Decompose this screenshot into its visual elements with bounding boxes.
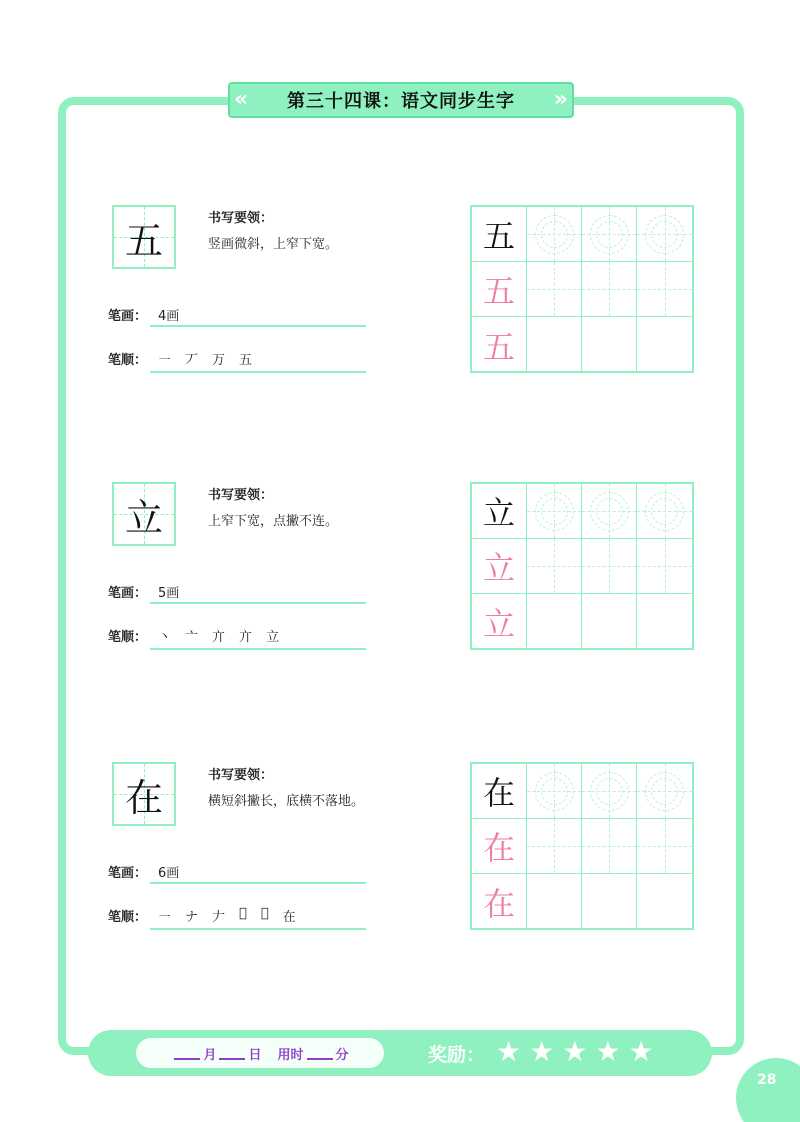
stroke-order-field	[108, 624, 366, 650]
stroke-count-field	[108, 860, 366, 884]
stroke-step: 万	[212, 353, 226, 368]
month-label: 月	[203, 1047, 217, 1063]
stroke-step: 立	[266, 630, 280, 645]
stroke-step: 在	[282, 910, 296, 925]
minute-label: 分	[335, 1047, 349, 1063]
stroke-order-label: 笔顺：	[108, 910, 148, 925]
stroke-count-field	[108, 580, 366, 604]
stroke-step: 丶	[158, 630, 172, 645]
lesson-title: 第三十四课：语文同步生字	[287, 91, 515, 112]
stroke-order-field	[108, 904, 366, 930]
lesson-title-banner	[228, 82, 574, 118]
practice-cell[interactable]	[637, 594, 692, 649]
chevron-left-icon: «	[234, 87, 249, 112]
reward-label: 奖励：	[428, 1044, 486, 1066]
trace-character: 五	[482, 272, 515, 310]
practice-cell[interactable]	[637, 317, 692, 372]
model-character: 立	[124, 495, 163, 540]
stroke-order-label: 笔顺：	[108, 630, 148, 645]
chevron-right-icon: »	[553, 87, 568, 112]
practice-grid	[470, 205, 694, 373]
character-section-3	[100, 762, 700, 942]
character-section-1	[100, 205, 700, 385]
stroke-count-value: 4画	[158, 309, 180, 324]
stroke-step: 亠	[185, 630, 199, 645]
stroke-step: 五	[239, 353, 253, 368]
model-character: 五	[124, 218, 163, 263]
practice-cell[interactable]	[527, 207, 582, 262]
day-blank[interactable]	[219, 1046, 245, 1060]
stroke-step: 亣	[239, 630, 253, 645]
practice-cell[interactable]	[582, 764, 637, 819]
star-icon[interactable]: ★	[562, 1035, 588, 1068]
tips-text: 竖画微斜，上窄下宽。	[208, 237, 339, 252]
stroke-count-label: 笔画：	[108, 586, 148, 601]
stroke-step: 𡉀	[239, 906, 247, 921]
star-icon[interactable]: ★	[628, 1035, 654, 1068]
page-number-tab	[736, 1058, 800, 1122]
practice-cell[interactable]	[527, 262, 582, 317]
practice-cell[interactable]	[527, 539, 582, 594]
date-time-record	[136, 1038, 384, 1068]
practice-cell[interactable]	[527, 819, 582, 874]
trace-character: 立	[482, 604, 515, 643]
tips-label: 书写要领：	[208, 488, 274, 503]
star-icon[interactable]: ★	[496, 1035, 522, 1068]
trace-character: 在	[482, 884, 515, 923]
model-character: 在	[124, 775, 163, 820]
model-character-box	[112, 205, 176, 269]
footer-bar	[88, 1030, 712, 1076]
tips-label: 书写要领：	[208, 211, 274, 226]
trace-character: 在	[482, 774, 515, 812]
stroke-count-label: 笔画：	[108, 309, 148, 324]
stroke-step: 亣	[212, 630, 226, 645]
day-label: 日	[248, 1047, 262, 1063]
practice-cell[interactable]	[637, 539, 692, 594]
stroke-step: 𠂇	[212, 910, 226, 925]
practice-cell[interactable]	[582, 207, 637, 262]
character-section-2	[100, 482, 700, 662]
stroke-count-label: 笔画：	[108, 866, 148, 881]
model-character-box	[112, 762, 176, 826]
stroke-count-value: 6画	[158, 866, 180, 881]
stroke-count-value: 5画	[158, 586, 180, 601]
stroke-count-field	[108, 303, 366, 327]
stroke-step: ㇐	[158, 910, 172, 925]
stroke-order-steps	[158, 349, 252, 368]
practice-cell[interactable]	[527, 594, 582, 649]
trace-character: 五	[482, 327, 515, 366]
practice-cell[interactable]	[582, 262, 637, 317]
trace-character: 五	[482, 217, 515, 255]
tips-text: 横短斜撇长，底横不落地。	[208, 794, 365, 809]
practice-cell[interactable]	[637, 484, 692, 539]
tips-label: 书写要领：	[208, 768, 274, 783]
practice-cell[interactable]	[527, 484, 582, 539]
trace-character: 立	[482, 549, 515, 587]
month-blank[interactable]	[174, 1046, 200, 1060]
practice-cell[interactable]	[582, 317, 637, 372]
stroke-step: 𡉀	[260, 906, 269, 921]
reward-stars	[496, 1037, 654, 1067]
practice-grid	[470, 482, 694, 650]
practice-cell[interactable]	[582, 819, 637, 874]
practice-cell[interactable]	[527, 317, 582, 372]
trace-character: 在	[482, 829, 515, 867]
time-used-label: 用时	[277, 1047, 304, 1063]
star-icon[interactable]: ★	[529, 1035, 555, 1068]
practice-cell[interactable]	[582, 594, 637, 649]
stroke-order-steps	[158, 626, 279, 645]
practice-cell[interactable]	[637, 874, 692, 929]
practice-cell[interactable]	[582, 874, 637, 929]
stroke-order-steps	[158, 906, 296, 925]
minutes-blank[interactable]	[307, 1046, 333, 1060]
practice-cell[interactable]	[527, 874, 582, 929]
model-character-box	[112, 482, 176, 546]
practice-cell[interactable]	[582, 539, 637, 594]
stroke-step: 丆	[185, 353, 199, 368]
practice-cell[interactable]	[637, 262, 692, 317]
practice-cell[interactable]	[637, 207, 692, 262]
stroke-step: ㇐	[158, 353, 172, 368]
page-number: 28	[757, 1072, 777, 1088]
stroke-order-field	[108, 347, 366, 373]
trace-character: 立	[482, 494, 515, 532]
stroke-order-label: 笔顺：	[108, 353, 148, 368]
tips-text: 上窄下宽，点撇不连。	[208, 514, 339, 529]
stroke-step: ナ	[185, 910, 199, 925]
practice-grid	[470, 762, 694, 930]
practice-cell[interactable]	[637, 819, 692, 874]
practice-cell[interactable]	[527, 764, 582, 819]
practice-cell[interactable]	[637, 764, 692, 819]
practice-cell[interactable]	[582, 484, 637, 539]
star-icon[interactable]: ★	[595, 1035, 621, 1068]
